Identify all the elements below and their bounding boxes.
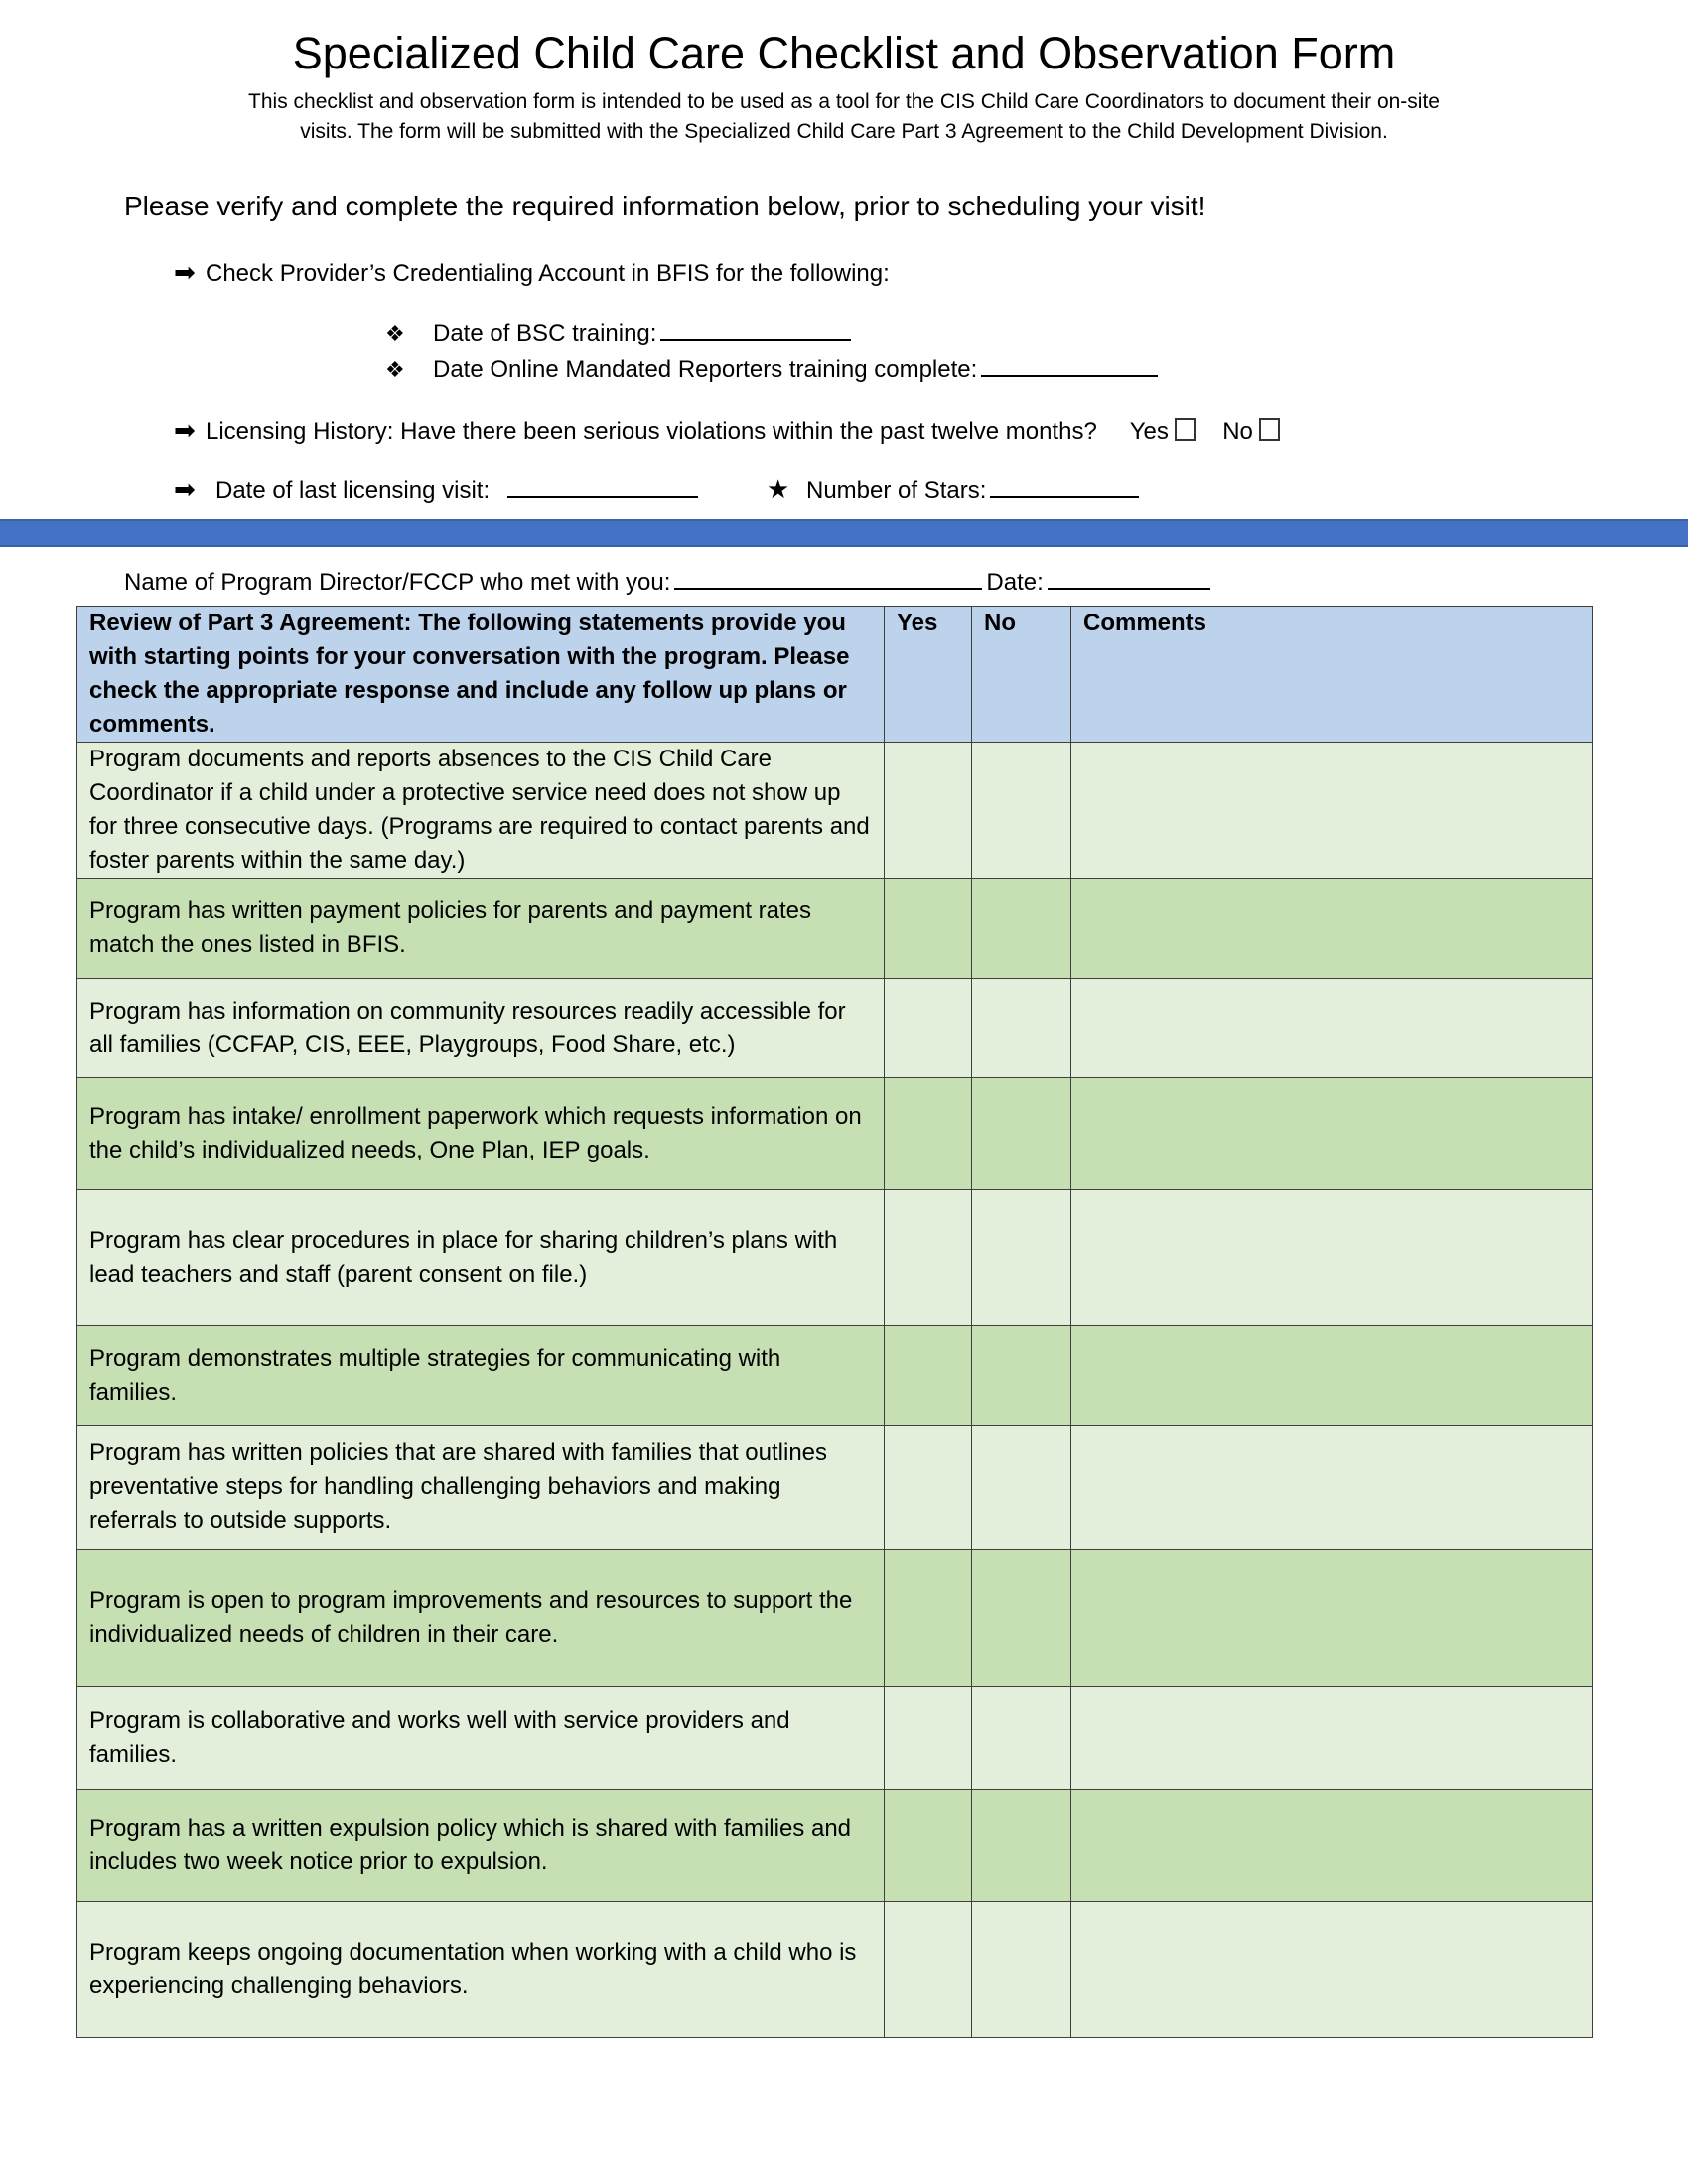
comments-cell[interactable] bbox=[1071, 1550, 1593, 1687]
bsc-training-line bbox=[385, 317, 855, 347]
yes-cell[interactable] bbox=[885, 979, 972, 1078]
comments-cell[interactable] bbox=[1071, 979, 1593, 1078]
statement-cell: Program keeps ongoing documentation when working with a child who is experiencing challenging behaviors. bbox=[77, 1902, 885, 2038]
statement-cell: Program has information on community resources readily accessible for all families (CCFAP, CIS, EEE, Playgroups, Food Share, etc.) bbox=[77, 979, 885, 1078]
header-no: No bbox=[972, 607, 1071, 743]
no-cell[interactable] bbox=[972, 1078, 1071, 1190]
page-title: Specialized Child Care Checklist and Observation Form bbox=[292, 28, 1396, 78]
credentials-label: Check Provider’s Credentialing Account in BFIS for the following: bbox=[206, 260, 890, 287]
no-cell[interactable] bbox=[972, 1687, 1071, 1790]
table-row bbox=[77, 1326, 1593, 1426]
yes-cell[interactable] bbox=[885, 1326, 972, 1426]
yes-cell[interactable] bbox=[885, 1902, 972, 2038]
table-row bbox=[77, 1902, 1593, 2038]
yes-checkbox[interactable] bbox=[1175, 418, 1196, 441]
last-visit-date-field[interactable] bbox=[507, 475, 698, 498]
statement-cell: Program has clear procedures in place for sharing children’s plans with lead teachers and staff (parent consent on file.) bbox=[77, 1190, 885, 1326]
stars-field[interactable] bbox=[990, 475, 1139, 498]
arrow-right-icon: ➡ bbox=[174, 475, 196, 504]
statement-cell: Program demonstrates multiple strategies for communicating with families. bbox=[77, 1326, 885, 1426]
header-comments: Comments bbox=[1071, 607, 1593, 743]
diamond-bullet-icon: ❖ bbox=[385, 321, 405, 345]
yes-cell[interactable] bbox=[885, 1190, 972, 1326]
licensing-history-question: Licensing History: Have there been serious violations within the past twelve months? bbox=[206, 418, 1097, 445]
no-cell[interactable] bbox=[972, 1426, 1071, 1550]
table-row bbox=[77, 1687, 1593, 1790]
comments-cell[interactable] bbox=[1071, 1078, 1593, 1190]
diamond-bullet-icon: ❖ bbox=[385, 357, 405, 382]
no-cell[interactable] bbox=[972, 1326, 1071, 1426]
star-icon: ★ bbox=[767, 475, 790, 504]
verify-prompt: Please verify and complete the required information below, prior to scheduling your visit! bbox=[124, 191, 1206, 221]
no-cell[interactable] bbox=[972, 879, 1071, 979]
visit-date-field[interactable] bbox=[1048, 566, 1210, 590]
table-row bbox=[77, 1790, 1593, 1902]
comments-cell[interactable] bbox=[1071, 1790, 1593, 1902]
comments-cell[interactable] bbox=[1071, 1687, 1593, 1790]
intro-line-1: This checklist and observation form is intended to be used as a tool for the CIS Child Care Coordinators to document their on-site bbox=[248, 90, 1440, 113]
director-label: Name of Program Director/FCCP who met with you: bbox=[124, 569, 671, 596]
arrow-right-icon: ➡ bbox=[174, 257, 196, 287]
reporters-training-label: Date Online Mandated Reporters training complete: bbox=[433, 356, 978, 383]
comments-cell[interactable] bbox=[1071, 1326, 1593, 1426]
yes-label: Yes bbox=[1129, 418, 1169, 445]
table-row bbox=[77, 1426, 1593, 1550]
no-cell[interactable] bbox=[972, 1190, 1071, 1326]
statement-cell: Program is open to program improvements and resources to support the individualized needs of children in their care. bbox=[77, 1550, 885, 1687]
checklist-table bbox=[76, 606, 1593, 2038]
yes-cell[interactable] bbox=[885, 879, 972, 979]
yes-cell[interactable] bbox=[885, 1790, 972, 1902]
statement-cell: Program has written policies that are shared with families that outlines preventative steps for handling challenging behaviors and making referrals to outside supports. bbox=[77, 1426, 885, 1550]
no-label: No bbox=[1222, 418, 1253, 445]
no-cell[interactable] bbox=[972, 1902, 1071, 2038]
table-row bbox=[77, 1078, 1593, 1190]
statement-cell: Program has intake/ enrollment paperwork which requests information on the child’s individualized needs, One Plan, IEP goals. bbox=[77, 1078, 885, 1190]
director-name-field[interactable] bbox=[674, 566, 982, 590]
stars-label: Number of Stars: bbox=[806, 478, 987, 504]
table-header-row bbox=[77, 607, 1593, 743]
yes-cell[interactable] bbox=[885, 743, 972, 879]
bsc-training-label: Date of BSC training: bbox=[433, 320, 657, 346]
bsc-training-date-field[interactable] bbox=[660, 317, 851, 341]
comments-cell[interactable] bbox=[1071, 1902, 1593, 2038]
licensing-history-line bbox=[174, 415, 1286, 446]
comments-cell[interactable] bbox=[1071, 879, 1593, 979]
comments-cell[interactable] bbox=[1071, 743, 1593, 879]
date-label: Date: bbox=[986, 569, 1044, 596]
director-line bbox=[124, 566, 1214, 597]
arrow-right-icon: ➡ bbox=[174, 415, 196, 445]
no-cell[interactable] bbox=[972, 979, 1071, 1078]
credentials-line bbox=[174, 257, 890, 288]
comments-cell[interactable] bbox=[1071, 1426, 1593, 1550]
no-cell[interactable] bbox=[972, 1550, 1071, 1687]
last-visit-line bbox=[174, 475, 702, 505]
statement-cell: Program has written payment policies for parents and payment rates match the ones listed in BFIS. bbox=[77, 879, 885, 979]
statement-cell: Program has a written expulsion policy which is shared with families and includes two week notice prior to expulsion. bbox=[77, 1790, 885, 1902]
yes-cell[interactable] bbox=[885, 1426, 972, 1550]
intro-text bbox=[149, 87, 1539, 147]
table-row bbox=[77, 743, 1593, 879]
statement-cell: Program documents and reports absences to the CIS Child Care Coordinator if a child under a protective service need does not show up for three consecutive days. (Programs are required to contact parents and foster parents within the same day.) bbox=[77, 743, 885, 879]
comments-cell[interactable] bbox=[1071, 1190, 1593, 1326]
header-yes: Yes bbox=[885, 607, 972, 743]
last-visit-label: Date of last licensing visit: bbox=[215, 478, 491, 504]
no-cell[interactable] bbox=[972, 743, 1071, 879]
yes-cell[interactable] bbox=[885, 1550, 972, 1687]
table-row bbox=[77, 979, 1593, 1078]
table-row bbox=[77, 1190, 1593, 1326]
table-row bbox=[77, 1550, 1593, 1687]
statement-cell: Program is collaborative and works well with service providers and families. bbox=[77, 1687, 885, 1790]
section-divider-band bbox=[0, 519, 1688, 547]
yes-cell[interactable] bbox=[885, 1687, 972, 1790]
no-cell[interactable] bbox=[972, 1790, 1071, 1902]
stars-line bbox=[767, 475, 1143, 505]
header-statement: Review of Part 3 Agreement: The following statements provide you with starting points for your conversation with the program. Please check the appropriate response and include any follow up plans or comments. bbox=[77, 607, 885, 743]
table-row bbox=[77, 879, 1593, 979]
reporters-training-date-field[interactable] bbox=[981, 353, 1158, 377]
intro-line-2: visits. The form will be submitted with the Specialized Child Care Part 3 Agreement to the Child Development Division. bbox=[300, 120, 1388, 143]
no-checkbox[interactable] bbox=[1259, 418, 1280, 441]
yes-cell[interactable] bbox=[885, 1078, 972, 1190]
reporters-training-line bbox=[385, 353, 1162, 384]
